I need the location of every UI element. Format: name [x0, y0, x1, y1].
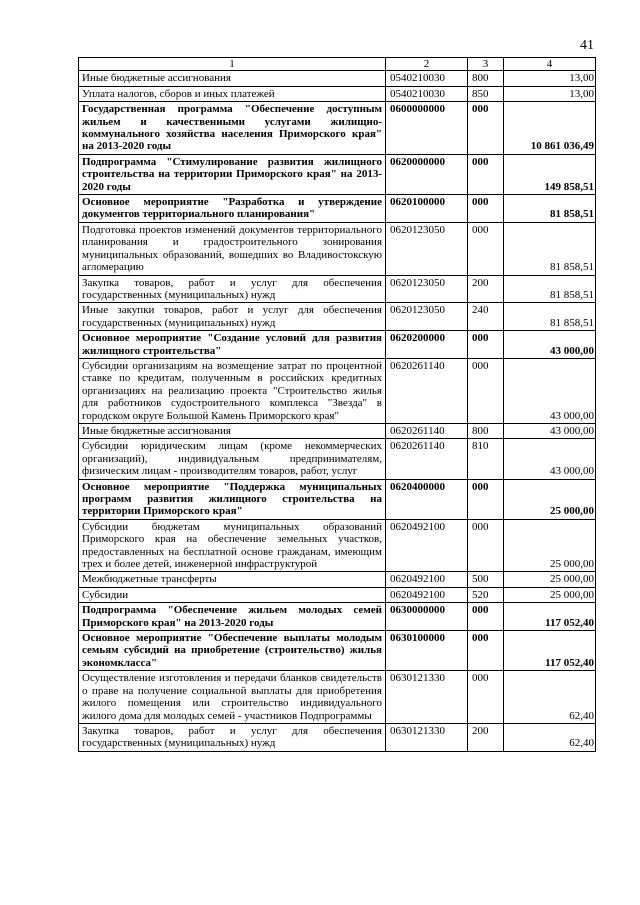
row-code-cell: 0620261140: [386, 439, 468, 479]
row-code-cell: 0540210030: [386, 86, 468, 101]
row-type-cell: 800: [468, 71, 504, 86]
row-code-cell: 0620492100: [386, 519, 468, 572]
row-amount-cell: 81 858,51: [504, 222, 596, 275]
row-name-cell: Субсидии бюджетам муниципальных образований Приморского края на обеспечение земельных участков, предоставленных на бесплатной основе гражданам, имеющим трех и более детей, инженерной инфраструктурой: [79, 519, 386, 572]
table-row: [79, 71, 596, 86]
row-type-cell: 000: [468, 479, 504, 519]
table-row: [79, 358, 596, 423]
table-row: [79, 423, 596, 438]
row-code-cell: 0620100000: [386, 195, 468, 223]
row-code-cell: 0540210030: [386, 71, 468, 86]
row-type-cell: 000: [468, 631, 504, 671]
row-code-cell: 0620492100: [386, 572, 468, 587]
header-cell-type: 3: [468, 58, 504, 71]
row-amount-cell: 25 000,00: [504, 587, 596, 602]
row-code-cell: 0630000000: [386, 603, 468, 631]
table-row: [79, 303, 596, 331]
table-row: [79, 195, 596, 223]
row-amount-cell: 25 000,00: [504, 519, 596, 572]
row-name-cell: Подготовка проектов изменений документов территориального планирования и градостроительного зонирования муниципальных образований, вошедших во Владивостокскую агломерацию: [79, 222, 386, 275]
table-row: [79, 587, 596, 602]
row-amount-cell: 62,40: [504, 723, 596, 751]
row-amount-cell: 43 000,00: [504, 331, 596, 359]
row-code-cell: 0620261140: [386, 358, 468, 423]
row-type-cell: 800: [468, 423, 504, 438]
row-name-cell: Закупка товаров, работ и услуг для обеспечения государственных (муниципальных) нужд: [79, 275, 386, 303]
row-name-cell: Иные закупки товаров, работ и услуг для обеспечения государственных (муниципальных) нужд: [79, 303, 386, 331]
row-amount-cell: 43 000,00: [504, 358, 596, 423]
table-row: [79, 671, 596, 724]
row-code-cell: 0620123050: [386, 275, 468, 303]
row-type-cell: 000: [468, 102, 504, 155]
row-amount-cell: 81 858,51: [504, 195, 596, 223]
row-type-cell: 000: [468, 603, 504, 631]
row-code-cell: 0620123050: [386, 303, 468, 331]
row-code-cell: 0630100000: [386, 631, 468, 671]
row-name-cell: Уплата налогов, сборов и иных платежей: [79, 86, 386, 101]
row-type-cell: 000: [468, 222, 504, 275]
row-amount-cell: 13,00: [504, 86, 596, 101]
header-row: [79, 58, 596, 71]
row-name-cell: Осуществление изготовления и передачи бланков свидетельств о праве на получение социальной выплаты для приобретения жилого помещения или строительство индивидуального жилого дома для молодых семей - участников Подпрограммы: [79, 671, 386, 724]
row-name-cell: Основное мероприятие "Поддержка муниципальных программ развития жилищного строительства на территории Приморского края": [79, 479, 386, 519]
table-row: [79, 479, 596, 519]
row-name-cell: Субсидии организациям на возмещение затрат по процентной ставке по кредитам, полученным в российских кредитных организациях на реализацию проекта "Строительство жилья для работников судостроительного комплекса "Звезда" в городском округе Большой Камень Приморского края": [79, 358, 386, 423]
table-row: [79, 572, 596, 587]
table-row: [79, 154, 596, 194]
row-amount-cell: 43 000,00: [504, 423, 596, 438]
table-row: [79, 275, 596, 303]
row-name-cell: Закупка товаров, работ и услуг для обеспечения государственных (муниципальных) нужд: [79, 723, 386, 751]
row-code-cell: 0620400000: [386, 479, 468, 519]
table-row: [79, 603, 596, 631]
row-name-cell: Иные бюджетные ассигнования: [79, 423, 386, 438]
row-type-cell: 240: [468, 303, 504, 331]
row-amount-cell: 10 861 036,49: [504, 102, 596, 155]
row-name-cell: Основное мероприятие "Обеспечение выплаты молодым семьям субсидий на приобретение (строительство) жилья экономкласса": [79, 631, 386, 671]
row-code-cell: 0630121330: [386, 671, 468, 724]
row-type-cell: 520: [468, 587, 504, 602]
budget-table: [78, 57, 596, 752]
row-name-cell: Государственная программа "Обеспечение доступным жильем и качественными услугами жилищно-коммунального хозяйства населения Приморского края" на 2013-2020 годы: [79, 102, 386, 155]
row-code-cell: 0600000000: [386, 102, 468, 155]
table-row: [79, 631, 596, 671]
row-amount-cell: 149 858,51: [504, 154, 596, 194]
row-name-cell: Субсидии юридическим лицам (кроме некоммерческих организаций), индивидуальным предпринимателям, физическим лицам - производителям товаров, работ, услуг: [79, 439, 386, 479]
table-row: [79, 102, 596, 155]
row-type-cell: 000: [468, 154, 504, 194]
table-body: [79, 58, 596, 752]
row-code-cell: 0630121330: [386, 723, 468, 751]
row-name-cell: Межбюджетные трансферты: [79, 572, 386, 587]
row-amount-cell: 25 000,00: [504, 479, 596, 519]
row-type-cell: 200: [468, 723, 504, 751]
row-type-cell: 000: [468, 331, 504, 359]
row-name-cell: Подпрограмма "Стимулирование развития жилищного строительства на территории Приморского края" на 2013-2020 годы: [79, 154, 386, 194]
row-code-cell: 0620492100: [386, 587, 468, 602]
row-type-cell: 000: [468, 519, 504, 572]
table-row: [79, 331, 596, 359]
row-type-cell: 810: [468, 439, 504, 479]
header-cell-code: 2: [386, 58, 468, 71]
row-amount-cell: 117 052,40: [504, 631, 596, 671]
page-number: 41: [580, 38, 594, 53]
row-name-cell: Субсидии: [79, 587, 386, 602]
table-row: [79, 439, 596, 479]
row-amount-cell: 62,40: [504, 671, 596, 724]
table-row: [79, 86, 596, 101]
row-name-cell: Основное мероприятие "Создание условий для развития жилищного строительства": [79, 331, 386, 359]
row-amount-cell: 13,00: [504, 71, 596, 86]
row-type-cell: 500: [468, 572, 504, 587]
table-row: [79, 723, 596, 751]
row-code-cell: 0620123050: [386, 222, 468, 275]
row-code-cell: 0620261140: [386, 423, 468, 438]
row-code-cell: 0620200000: [386, 331, 468, 359]
row-name-cell: Основное мероприятие "Разработка и утверждение документов территориального планирования": [79, 195, 386, 223]
row-amount-cell: 81 858,51: [504, 275, 596, 303]
row-name-cell: Иные бюджетные ассигнования: [79, 71, 386, 86]
row-type-cell: 000: [468, 358, 504, 423]
header-cell-name: 1: [79, 58, 386, 71]
row-code-cell: 0620000000: [386, 154, 468, 194]
table-row: [79, 519, 596, 572]
header-cell-amount: 4: [504, 58, 596, 71]
row-name-cell: Подпрограмма "Обеспечение жильем молодых семей Приморского края" на 2013-2020 годы: [79, 603, 386, 631]
row-type-cell: 000: [468, 671, 504, 724]
row-amount-cell: 81 858,51: [504, 303, 596, 331]
row-amount-cell: 117 052,40: [504, 603, 596, 631]
row-amount-cell: 43 000,00: [504, 439, 596, 479]
table-row: [79, 222, 596, 275]
row-amount-cell: 25 000,00: [504, 572, 596, 587]
row-type-cell: 200: [468, 275, 504, 303]
row-type-cell: 000: [468, 195, 504, 223]
row-type-cell: 850: [468, 86, 504, 101]
